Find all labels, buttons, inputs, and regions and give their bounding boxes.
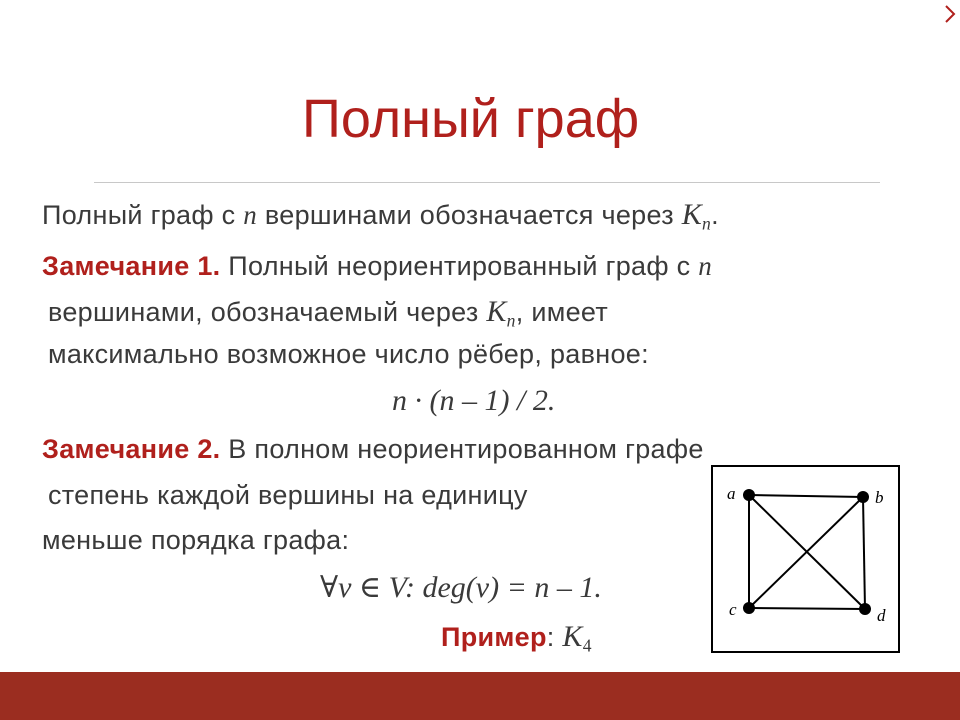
footer-bar: [0, 672, 960, 720]
chevron-right-icon: [944, 4, 956, 24]
k4-graph-figure: [711, 465, 900, 653]
example-line: [441, 620, 592, 656]
remark1-line1: [42, 251, 712, 282]
definition-text: .: [711, 200, 719, 230]
vertex-a: [743, 489, 755, 501]
var-k: K: [562, 620, 583, 653]
remark2-label: Замечание 2.: [42, 434, 221, 464]
remark1-line2: [48, 295, 608, 331]
edge-b-d: [863, 497, 865, 609]
remark2-line3: меньше порядка графа:: [42, 525, 350, 555]
k4-graph: [713, 467, 898, 651]
var-k: K: [486, 295, 507, 328]
edge-count-formula: n · (n – 1) / 2.: [392, 384, 556, 417]
definition-text: вершинами обозначается через: [257, 200, 682, 230]
remark1-text: , имеет: [515, 297, 608, 327]
var-k: K: [681, 198, 703, 231]
remark2-line2: степень каждой вершины на единицу: [48, 480, 528, 510]
vertex-b: [857, 491, 869, 503]
edge-c-d: [749, 608, 865, 609]
vertex-c: [743, 602, 755, 614]
var-k-subscript: n: [702, 213, 712, 234]
definition-text: Полный граф с: [42, 200, 244, 230]
degree-formula: ∀v ∈ V: deg(v) = n – 1.: [320, 571, 602, 604]
remark2-text: В полном неориентированном графе: [220, 434, 704, 464]
vertex-label-c: c: [729, 600, 737, 619]
title-divider: [94, 182, 880, 183]
remark1-line3: максимально возможное число рёбер, равное:: [48, 339, 649, 369]
remark1-text: Полный неориентированный граф с: [220, 251, 699, 281]
vertex-label-d: d: [877, 606, 886, 625]
var-k-subscript: n: [506, 310, 516, 331]
definition-line: [42, 198, 719, 234]
remark1-label: Замечание 1.: [42, 251, 221, 281]
vertex-d: [859, 603, 871, 615]
remark2-line1: [42, 434, 704, 465]
page-title: Полный граф: [302, 89, 640, 149]
var-n: n: [243, 200, 258, 230]
var-n: n: [698, 251, 713, 281]
var-k-subscript: 4: [582, 635, 592, 656]
example-label: Пример: [441, 622, 547, 652]
vertex-label-b: b: [875, 488, 884, 507]
example-colon: :: [546, 622, 563, 652]
edge-a-b: [749, 495, 863, 497]
vertex-label-a: a: [727, 484, 736, 503]
remark1-text: вершинами, обозначаемый через: [48, 297, 487, 327]
